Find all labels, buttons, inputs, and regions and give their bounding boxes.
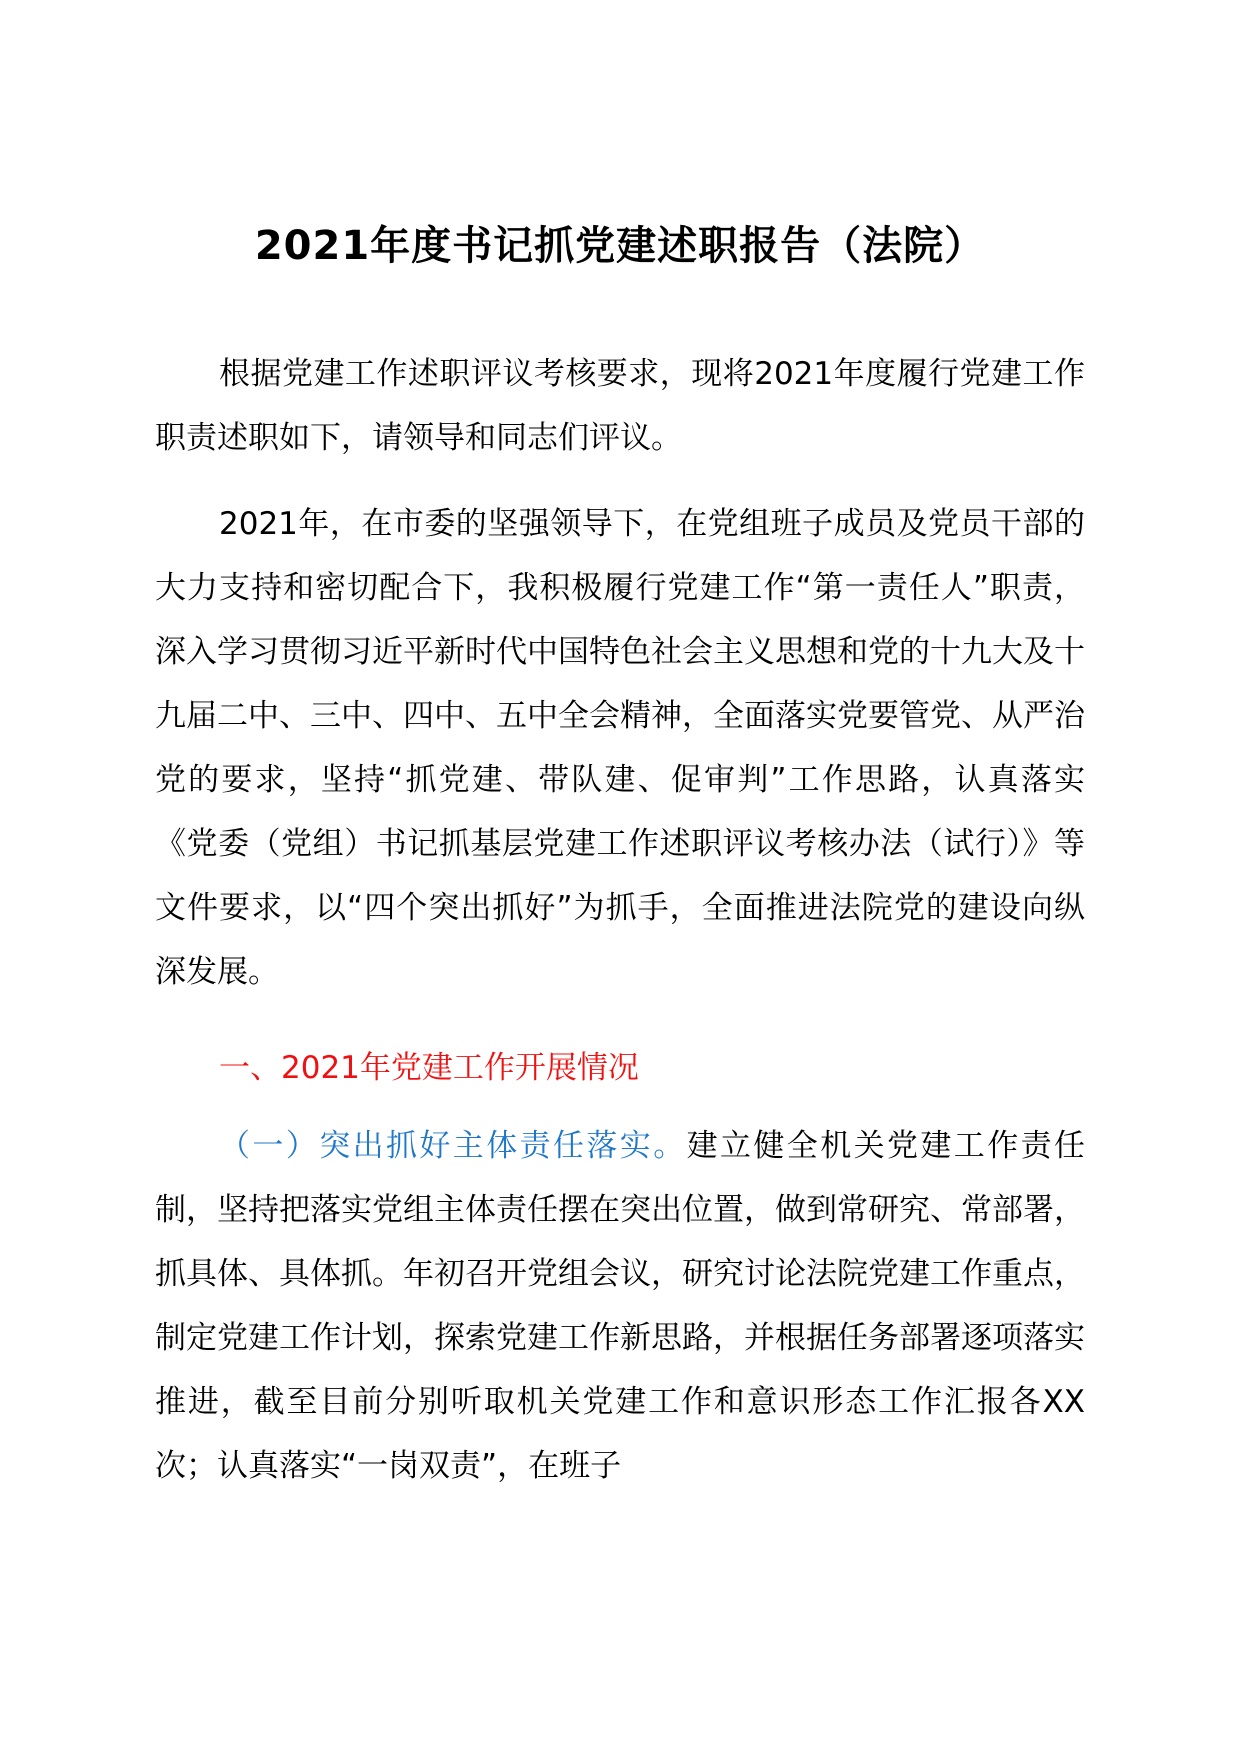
document-title: 2021年度书记抓党建述职报告（法院） [254, 223, 986, 269]
section-heading: 一、2021年党建工作开展情况 [219, 1050, 639, 1086]
sub-section-body: 建立健全机关党建工作责任制，坚持把落实党组主体责任摆在突出位置，做到常研究、常部署，抓具体、具体抓。年初召开党组会议，研究讨论法院党建工作重点，制定党建工作计划，探索党建工作新思路，并根据任务部署逐项落实推进，截至目前分别听取机关党建工作和意识形态工作汇报各XX次；认真落实“一岗双责”，在班子 [155, 1128, 1086, 1484]
section-body-paragraph [155, 1114, 1085, 1498]
sub-section-heading: （一）突出抓好主体责任落实。 [219, 1128, 687, 1164]
summary-paragraph: 2021年，在市委的坚强领导下，在党组班子成员及党员干部的大力支持和密切配合下，我积极履行党建工作“第一责任人”职责，深入学习贯彻习近平新时代中国特色社会主义思想和党的十九大及十九届二中、三中、四中、五中全会精神，全面落实党要管党、从严治党的要求，坚持“抓党建、带队建、促审判”工作思路，认真落实《党委（党组）书记抓基层党建工作述职评议考核办法（试行）》等文件要求，以“四个突出抓好”为抓手，全面推进法院党的建设向纵深发展。 [155, 506, 1085, 990]
intro-paragraph: 根据党建工作述职评议考核要求，现将2021年度履行党建工作职责述职如下，请领导和同志们评议。 [155, 356, 1085, 456]
